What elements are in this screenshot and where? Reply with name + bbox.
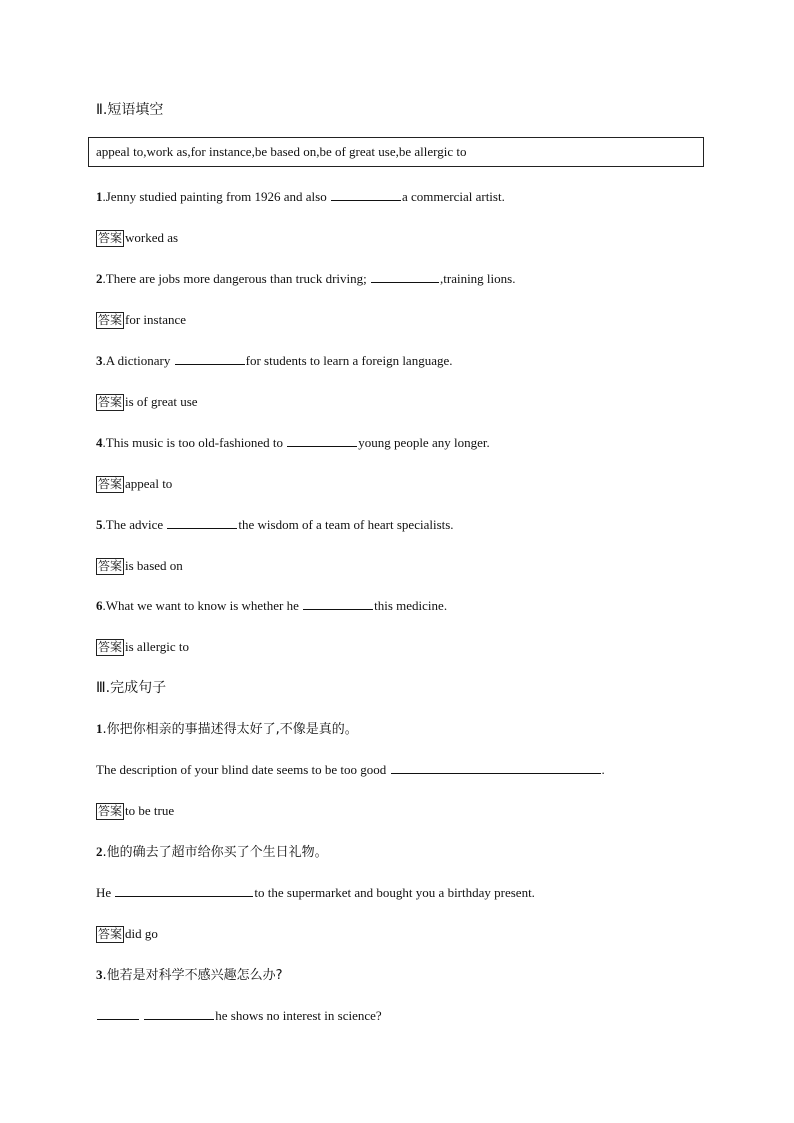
- question-3-1-chinese: [96, 720, 358, 739]
- question-number: 3: [96, 967, 103, 982]
- answer-text: for instance: [125, 312, 187, 327]
- answer-blank-1: [97, 1007, 139, 1020]
- answer-tag: 答案: [98, 559, 123, 573]
- question-text-end: a commercial artist.: [401, 189, 505, 204]
- answer-blank: [391, 761, 601, 774]
- question-number: 2: [96, 844, 103, 859]
- word-bank-box: appeal to,work as,for instance,be based on,be of great use,be allergic to: [88, 137, 704, 167]
- answer-blank-2: [144, 1007, 214, 1020]
- answer-3-1: [96, 802, 174, 820]
- answer-text: is of great use: [125, 394, 198, 409]
- chinese-prompt: .你把你相亲的事描述得太好了,不像是真的。: [102, 722, 358, 737]
- question-text-end: to the supermarket and bought you a birthday present.: [254, 885, 535, 900]
- answer-tag: 答案: [98, 231, 123, 245]
- answer-blank: [371, 270, 439, 283]
- question-text: .What we want to know is whether he: [102, 598, 303, 613]
- question-number: 4: [96, 435, 103, 450]
- answer-text: is based on: [125, 558, 183, 573]
- question-number: 2: [96, 271, 103, 286]
- answer-text: is allergic to: [125, 639, 190, 654]
- question-2-5: [96, 516, 454, 534]
- answer-2-1: [96, 229, 178, 247]
- question-number: 6: [96, 598, 103, 613]
- question-number: 5: [96, 517, 103, 532]
- answer-tag: 答案: [98, 804, 123, 818]
- question-text: .This music is too old-fashioned to: [102, 435, 287, 450]
- answer-2-4: [96, 475, 172, 493]
- question-2-4: [96, 434, 490, 452]
- question-2-2: [96, 270, 515, 288]
- answer-2-5: [96, 557, 183, 575]
- question-number: 3: [96, 353, 103, 368]
- question-text: .A dictionary: [102, 353, 174, 368]
- question-text: He: [96, 885, 115, 900]
- question-text-end: this medicine.: [374, 598, 448, 613]
- question-3-2-chinese: [96, 843, 328, 862]
- question-text-end: ,training lions.: [440, 271, 516, 286]
- question-text: .The advice: [102, 517, 167, 532]
- question-text-end: for students to learn a foreign language.: [245, 353, 453, 368]
- question-text-end: he shows no interest in science?: [215, 1008, 382, 1023]
- answer-2-6: [96, 638, 189, 656]
- question-text-end: .: [601, 762, 605, 777]
- question-text-end: the wisdom of a team of heart specialists.: [238, 517, 454, 532]
- answer-tag: 答案: [98, 313, 123, 327]
- question-3-3-english: [96, 1007, 382, 1025]
- question-number: 1: [96, 189, 103, 204]
- chinese-prompt: .他若是对科学不感兴趣怎么办?: [102, 968, 283, 983]
- answer-blank: [167, 516, 237, 529]
- answer-tag: 答案: [98, 395, 123, 409]
- question-number: 1: [96, 721, 103, 736]
- section-2-title: Ⅱ.短语填空: [96, 102, 164, 118]
- question-text: .Jenny studied painting from 1926 and also: [102, 189, 330, 204]
- answer-text: did go: [125, 926, 158, 941]
- answer-tag: 答案: [98, 477, 123, 491]
- answer-tag: 答案: [98, 640, 123, 654]
- question-3-1-english: [96, 761, 605, 779]
- answer-text: to be true: [125, 803, 175, 818]
- chinese-prompt: .他的确去了超市给你买了个生日礼物。: [102, 845, 328, 860]
- answer-3-2: [96, 925, 158, 943]
- answer-blank: [115, 884, 253, 897]
- section-3-title: Ⅲ.完成句子: [96, 680, 167, 696]
- question-2-1: [96, 188, 505, 206]
- answer-blank: [331, 188, 401, 201]
- answer-tag: 答案: [98, 927, 123, 941]
- answer-2-3: [96, 393, 198, 411]
- question-text: The description of your blind date seems to be too good: [96, 762, 390, 777]
- question-text-end: young people any longer.: [358, 435, 490, 450]
- question-text: .There are jobs more dangerous than truck driving;: [102, 271, 370, 286]
- answer-2-2: [96, 311, 186, 329]
- answer-blank: [287, 434, 357, 447]
- question-3-3-chinese: [96, 966, 283, 985]
- question-3-2-english: [96, 884, 535, 902]
- question-2-3: [96, 352, 453, 370]
- answer-blank: [175, 352, 245, 365]
- question-2-6: [96, 597, 447, 615]
- answer-text: appeal to: [125, 476, 173, 491]
- answer-text: worked as: [125, 230, 179, 245]
- answer-blank: [303, 597, 373, 610]
